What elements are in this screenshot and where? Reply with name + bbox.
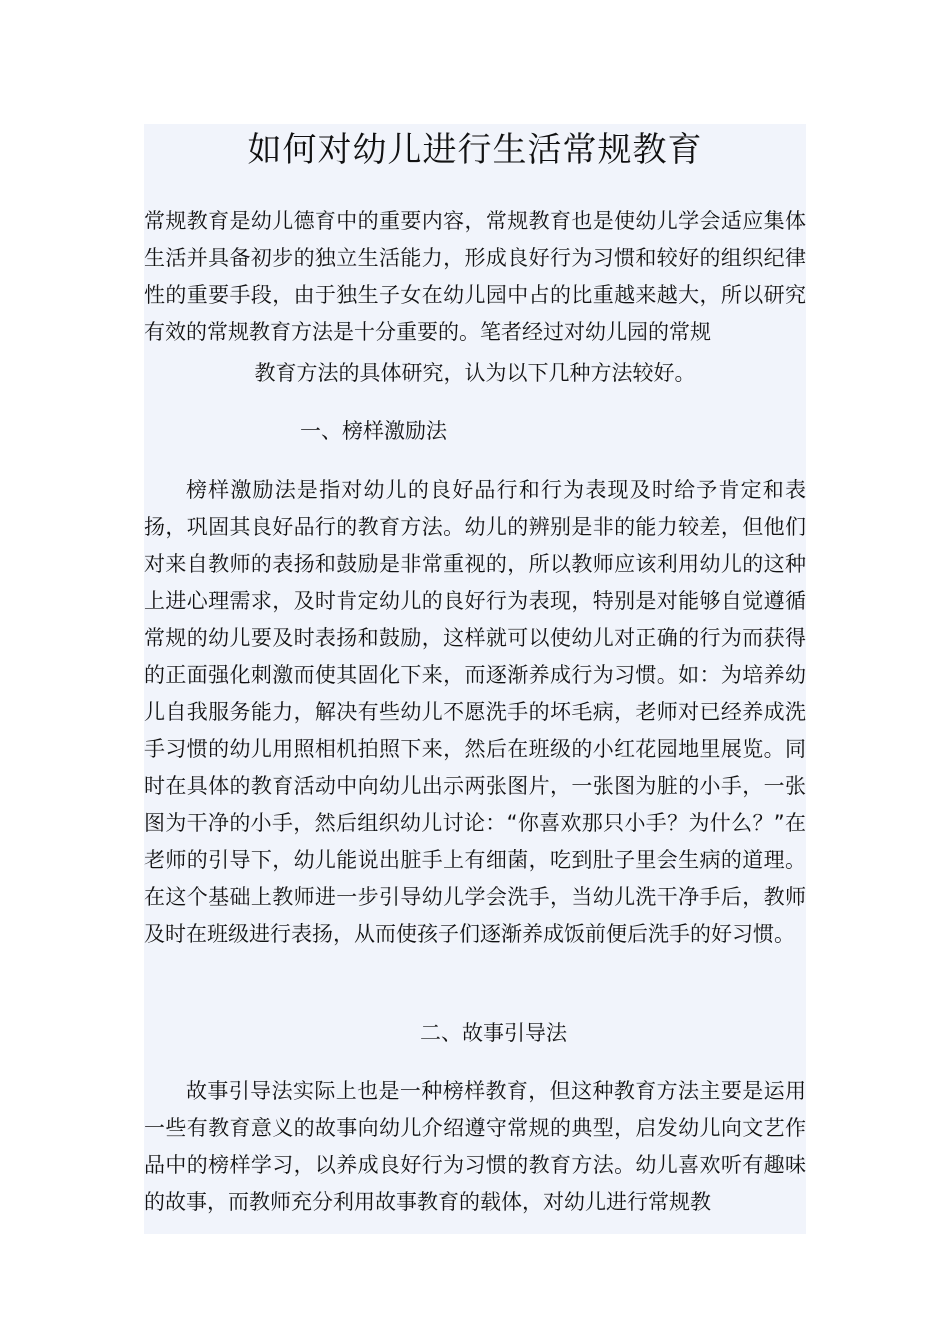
document-title: 如何对幼儿进行生活常规教育 <box>247 130 703 170</box>
section-body-2: 故事引导法实际上也是一种榜样教育，但这种教育方法主要是运用一些有教育意义的故事向幼儿介绍遵守常规的典型，启发幼儿向文艺作品中的榜样学习，以养成良好行为习惯的教育方法。幼儿喜欢听有趣味的故事，而教师充分利用故事教育的载体，对幼儿进行常规教 <box>144 1079 806 1214</box>
section-heading-2: 二、故事引导法 <box>420 1021 567 1045</box>
section-body-1: 榜样激励法是指对幼儿的良好品行和行为表现及时给予肯定和表扬，巩固其良好品行的教育方法。幼儿的辨别是非的能力较差，但他们对来自教师的表扬和鼓励是非常重视的，所以教师应该利用幼儿的这种上进心理需求，及时肯定幼儿的良好行为表现，特别是对能够自觉遵循常规的幼儿要及时表扬和鼓励，这样就可以使幼儿对正确的行为而获得的正面强化刺激而使其固化下来，而逐渐养成行为习惯。如：为培养幼儿自我服务能力，解决有些幼儿不愿洗手的坏毛病，老师对已经养成洗手习惯的幼儿用照相机拍照下来，然后在班级的小红花园地里展览。同时在具体的教育活动中向幼儿出示两张图片，一张图为脏的小手，一张图为干净的小手，然后组织幼儿讨论：“你喜欢那只小手？为什么？”在老师的引导下，幼儿能说出脏手上有细菌，吃到肚子里会生病的道理。在这个基础上教师进一步引导幼儿学会洗手，当幼儿洗干净手后，教师及时在班级进行表扬，从而使孩子们逐渐养成饭前便后洗手的好习惯。 <box>144 478 806 946</box>
section-heading-1: 一、榜样激励法 <box>300 419 447 443</box>
intro-paragraph: 常规教育是幼儿德育中的重要内容，常规教育也是使幼儿学会适应集体生活并具备初步的独立生活能力，形成良好行为习惯和较好的组织纪律性的重要手段，由于独生子女在幼儿园中占的比重越来越大，所以研究有效的常规教育方法是十分重要的。笔者经过对幼儿园的常规 <box>144 209 806 344</box>
intro-last-line: 教育方法的具体研究，认为以下几种方法较好。 <box>254 361 696 385</box>
